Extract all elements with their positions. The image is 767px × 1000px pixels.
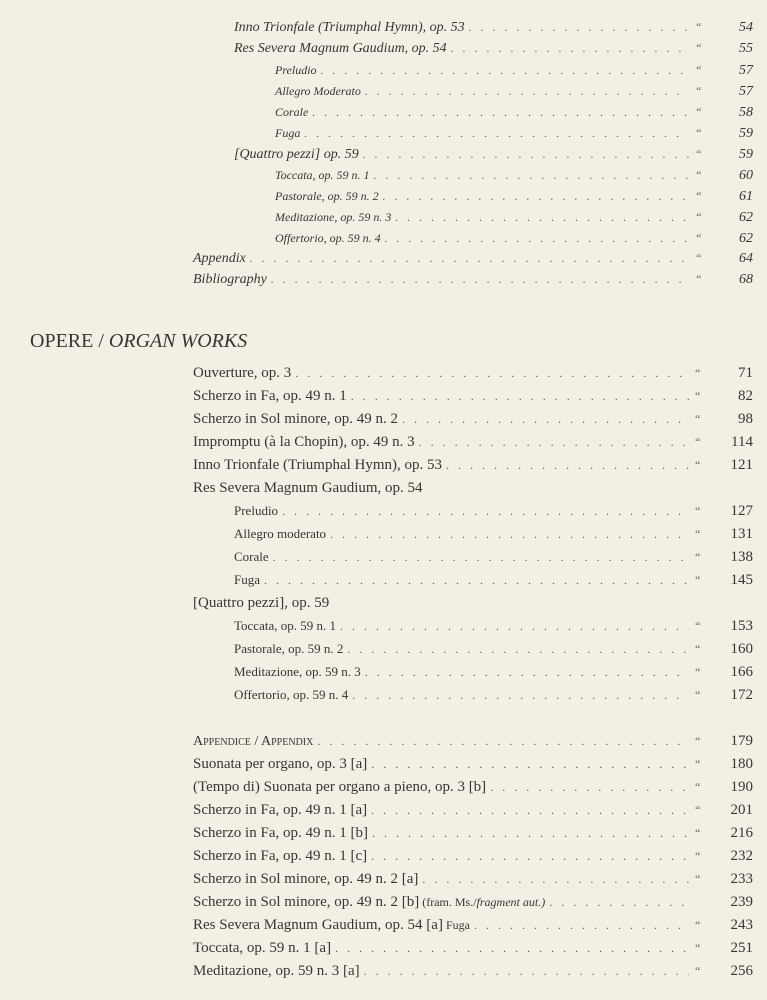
dot-leader xyxy=(395,210,689,225)
dot-leader xyxy=(364,964,689,979)
entry-title: Scherzo in Sol minore, op. 49 n. 2 [a] xyxy=(193,871,419,887)
toc-group-heading xyxy=(193,480,767,497)
entry-title: Allegro Moderato xyxy=(275,84,361,98)
dot-leader xyxy=(490,780,689,795)
page-number: 233 xyxy=(730,871,753,887)
dot-leader xyxy=(365,84,689,99)
page-number: 57 xyxy=(739,63,753,78)
entry-note: Fuga xyxy=(442,918,470,932)
toc-entry xyxy=(275,168,767,184)
page-number: 114 xyxy=(731,434,753,450)
entry-title-main: Res Severa Magnum Gaudium, op. 54 [a] xyxy=(193,917,443,933)
dot-leader xyxy=(446,458,689,473)
page-number: 60 xyxy=(739,168,753,183)
ditto-mark: “ xyxy=(695,849,701,863)
dot-leader xyxy=(271,272,689,287)
toc-entry xyxy=(193,917,767,934)
ditto-mark: “ xyxy=(695,147,702,161)
section-heading-italic: ORGAN WORKS xyxy=(108,330,248,352)
dot-leader xyxy=(321,63,689,78)
toc-entry xyxy=(193,251,767,267)
toc-entry xyxy=(275,63,767,79)
entry-title: Scherzo in Fa, op. 49 n. 1 [b] xyxy=(193,825,368,841)
dot-leader xyxy=(372,826,689,841)
entry-title: [Quattro pezzi], op. 59 xyxy=(193,595,330,611)
dot-leader xyxy=(385,231,689,246)
dot-leader xyxy=(371,757,689,772)
ditto-mark: “ xyxy=(695,63,702,77)
entry-title: Impromptu (à la Chopin), op. 49 n. 3 xyxy=(193,434,415,450)
toc-entry xyxy=(193,388,767,405)
entry-title: Pastorale, op. 59 n. 2 xyxy=(275,189,379,203)
page-number: 251 xyxy=(730,940,753,956)
entry-title xyxy=(193,894,545,911)
ditto-mark: “ xyxy=(695,619,701,633)
ditto-mark: “ xyxy=(695,872,701,886)
ditto-mark: “ xyxy=(695,964,701,978)
toc-entry xyxy=(234,41,767,57)
toc-entry xyxy=(234,147,767,163)
entry-note: (fram. Ms./ xyxy=(419,895,477,909)
entry-title: Meditazione, op. 59 n. 3 xyxy=(234,664,361,679)
ditto-mark: “ xyxy=(695,389,701,403)
dot-leader xyxy=(304,126,689,141)
ditto-mark: “ xyxy=(695,688,701,702)
dot-leader xyxy=(330,527,689,542)
ditto-mark: “ xyxy=(695,126,702,140)
ditto-mark: “ xyxy=(695,231,702,245)
ditto-mark: “ xyxy=(695,573,701,587)
dot-leader xyxy=(295,366,689,381)
entry-note-italic: fragment aut.) xyxy=(476,895,546,909)
dot-leader xyxy=(474,918,689,933)
dot-leader xyxy=(352,688,689,703)
toc-entry xyxy=(275,84,767,100)
entry-title: Scherzo in Fa, op. 49 n. 1 [c] xyxy=(193,848,368,864)
toc-entry xyxy=(234,664,767,681)
toc-entry xyxy=(193,434,767,451)
page-number: 190 xyxy=(730,779,753,795)
entry-title: Preludio xyxy=(275,63,317,77)
dot-leader xyxy=(335,941,689,956)
ditto-mark: “ xyxy=(695,458,701,472)
page-number: 82 xyxy=(738,388,753,404)
dot-leader xyxy=(469,20,689,35)
entry-title: Meditazione, op. 59 n. 3 [a] xyxy=(193,963,360,979)
ditto-mark: “ xyxy=(695,826,701,840)
page-number: 179 xyxy=(730,733,753,749)
entry-title: Preludio xyxy=(234,503,279,518)
toc-entry xyxy=(193,825,767,842)
page-number: 55 xyxy=(739,41,753,56)
entry-title: Inno Trionfale (Triumphal Hymn), op. 53 xyxy=(234,20,465,35)
entry-title: Toccata, op. 59 n. 1 xyxy=(234,618,336,633)
page-number: 145 xyxy=(730,572,753,588)
page-number: 57 xyxy=(739,84,753,99)
toc-entry xyxy=(193,272,767,288)
entry-title: Suonata per organo, op. 3 [a] xyxy=(193,756,368,772)
entry-title: Offertorio, op. 59 n. 4 xyxy=(234,687,349,702)
dot-leader xyxy=(451,41,689,56)
dot-leader xyxy=(282,504,689,519)
entry-title: Toccata, op. 59 n. 1 [a] xyxy=(193,940,332,956)
toc-entry xyxy=(193,894,767,911)
toc-entry xyxy=(275,105,767,121)
entry-title: Appendice / Appendix xyxy=(193,734,314,749)
ditto-mark: “ xyxy=(695,189,702,203)
ditto-mark: “ xyxy=(695,941,701,955)
ditto-mark: “ xyxy=(695,435,701,449)
page-number: 61 xyxy=(739,189,753,204)
toc-entry xyxy=(193,779,767,796)
section-heading-plain: OPERE / xyxy=(30,330,109,352)
entry-title: [Quattro pezzi] op. 59 xyxy=(234,147,359,162)
toc-entry xyxy=(234,641,767,658)
ditto-mark: “ xyxy=(695,412,701,426)
toc-entry xyxy=(193,365,767,382)
entry-title: Res Severa Magnum Gaudium, op. 54 xyxy=(234,41,447,56)
ditto-mark: “ xyxy=(695,918,701,932)
entry-title: Appendix xyxy=(193,251,246,266)
ditto-mark: “ xyxy=(695,105,702,119)
toc-entry xyxy=(234,549,767,566)
dot-leader xyxy=(371,849,689,864)
dot-leader xyxy=(317,734,689,749)
entry-title: (Tempo di) Suonata per organo a pieno, op. 3 [b] xyxy=(193,779,487,795)
dot-leader xyxy=(422,872,689,887)
ditto-mark: “ xyxy=(695,272,702,286)
page-number: 62 xyxy=(739,231,753,246)
ditto-mark: “ xyxy=(695,84,702,98)
toc-entry xyxy=(234,687,767,704)
dot-leader xyxy=(363,147,689,162)
dot-leader xyxy=(419,435,689,450)
toc-entry xyxy=(234,572,767,589)
entry-title: Allegro moderato xyxy=(234,526,327,541)
ditto-mark: “ xyxy=(695,550,701,564)
page-number: 54 xyxy=(739,20,753,35)
page-number: 160 xyxy=(730,641,753,657)
toc-entry xyxy=(234,618,767,635)
page-number: 131 xyxy=(730,526,753,542)
dot-leader xyxy=(383,189,689,204)
dot-leader xyxy=(365,665,689,680)
dot-leader xyxy=(374,168,689,183)
ditto-mark: “ xyxy=(695,734,701,748)
dot-leader xyxy=(273,550,689,565)
toc-entry xyxy=(193,871,767,888)
entry-title: Scherzo in Sol minore, op. 49 n. 2 xyxy=(193,411,398,427)
ditto-mark: “ xyxy=(695,210,702,224)
dot-leader xyxy=(371,803,689,818)
dot-leader xyxy=(402,412,689,427)
ditto-mark: “ xyxy=(695,168,702,182)
page-number: 58 xyxy=(739,105,753,120)
page-number: 64 xyxy=(739,251,753,266)
entry-title: Scherzo in Fa, op. 49 n. 1 [a] xyxy=(193,802,368,818)
dot-leader xyxy=(347,642,689,657)
page-number: 232 xyxy=(730,848,753,864)
page-number: 121 xyxy=(730,457,753,473)
page-number: 62 xyxy=(739,210,753,225)
page-number: 71 xyxy=(738,365,753,381)
toc-entry xyxy=(275,189,767,205)
ditto-mark: “ xyxy=(695,251,702,265)
ditto-mark: “ xyxy=(695,20,702,34)
toc-entry xyxy=(193,963,767,980)
page-number: 127 xyxy=(730,503,753,519)
ditto-mark: “ xyxy=(695,504,701,518)
entry-title: Scherzo in Fa, op. 49 n. 1 xyxy=(193,388,347,404)
page-number: 243 xyxy=(730,917,753,933)
entry-title: Bibliography xyxy=(193,272,267,287)
ditto-mark: “ xyxy=(695,780,701,794)
ditto-mark: “ xyxy=(695,527,701,541)
entry-title: Offertorio, op. 59 n. 4 xyxy=(275,231,381,245)
toc-entry xyxy=(193,848,767,865)
ditto-mark: “ xyxy=(695,757,701,771)
ditto-mark: “ xyxy=(695,665,701,679)
toc-entry xyxy=(193,940,767,957)
page-number: 153 xyxy=(730,618,753,634)
toc-entry xyxy=(193,411,767,428)
page-number: 138 xyxy=(730,549,753,565)
toc-entry xyxy=(275,126,767,142)
entry-title: Toccata, op. 59 n. 1 xyxy=(275,168,370,182)
toc-entry xyxy=(193,733,767,750)
toc-entry xyxy=(234,503,767,520)
toc-entry xyxy=(193,756,767,773)
page-number: 239 xyxy=(730,894,753,910)
entry-title: Ouverture, op. 3 xyxy=(193,365,292,381)
page-number: 59 xyxy=(739,147,753,162)
dot-leader xyxy=(312,105,689,120)
entry-title: Pastorale, op. 59 n. 2 xyxy=(234,641,344,656)
ditto-mark: “ xyxy=(695,803,701,817)
page-number: 201 xyxy=(730,802,753,818)
entry-title: Corale xyxy=(234,549,269,564)
dot-leader xyxy=(340,619,689,634)
section-heading xyxy=(30,330,247,353)
toc-group-heading xyxy=(193,595,767,612)
dot-leader xyxy=(264,573,689,588)
ditto-mark: “ xyxy=(695,366,701,380)
entry-title: Inno Trionfale (Triumphal Hymn), op. 53 xyxy=(193,457,443,473)
dot-leader xyxy=(549,895,689,910)
entry-title: Meditazione, op. 59 n. 3 xyxy=(275,210,392,224)
entry-title: Corale xyxy=(275,105,309,119)
page-number: 216 xyxy=(730,825,753,841)
dot-leader xyxy=(351,389,689,404)
page-number: 98 xyxy=(738,411,753,427)
toc-entry xyxy=(234,526,767,543)
entry-title: Fuga xyxy=(275,126,301,140)
toc-entry xyxy=(275,231,767,247)
page-number: 68 xyxy=(739,272,753,287)
toc-entry xyxy=(193,457,767,474)
ditto-mark: “ xyxy=(695,41,702,55)
page-number: 180 xyxy=(730,756,753,772)
entry-title: Res Severa Magnum Gaudium, op. 54 xyxy=(193,480,423,496)
toc-entry xyxy=(234,20,767,36)
page-number: 59 xyxy=(739,126,753,141)
entry-title-main: Scherzo in Sol minore, op. 49 n. 2 [b] xyxy=(193,894,420,910)
entry-title: Fuga xyxy=(234,572,260,587)
toc-entry xyxy=(275,210,767,226)
toc-entry xyxy=(193,802,767,819)
dot-leader xyxy=(250,251,689,266)
page-number: 172 xyxy=(730,687,753,703)
page-number: 256 xyxy=(730,963,753,979)
entry-title xyxy=(193,917,470,934)
ditto-mark: “ xyxy=(695,642,701,656)
page-number: 166 xyxy=(730,664,753,680)
